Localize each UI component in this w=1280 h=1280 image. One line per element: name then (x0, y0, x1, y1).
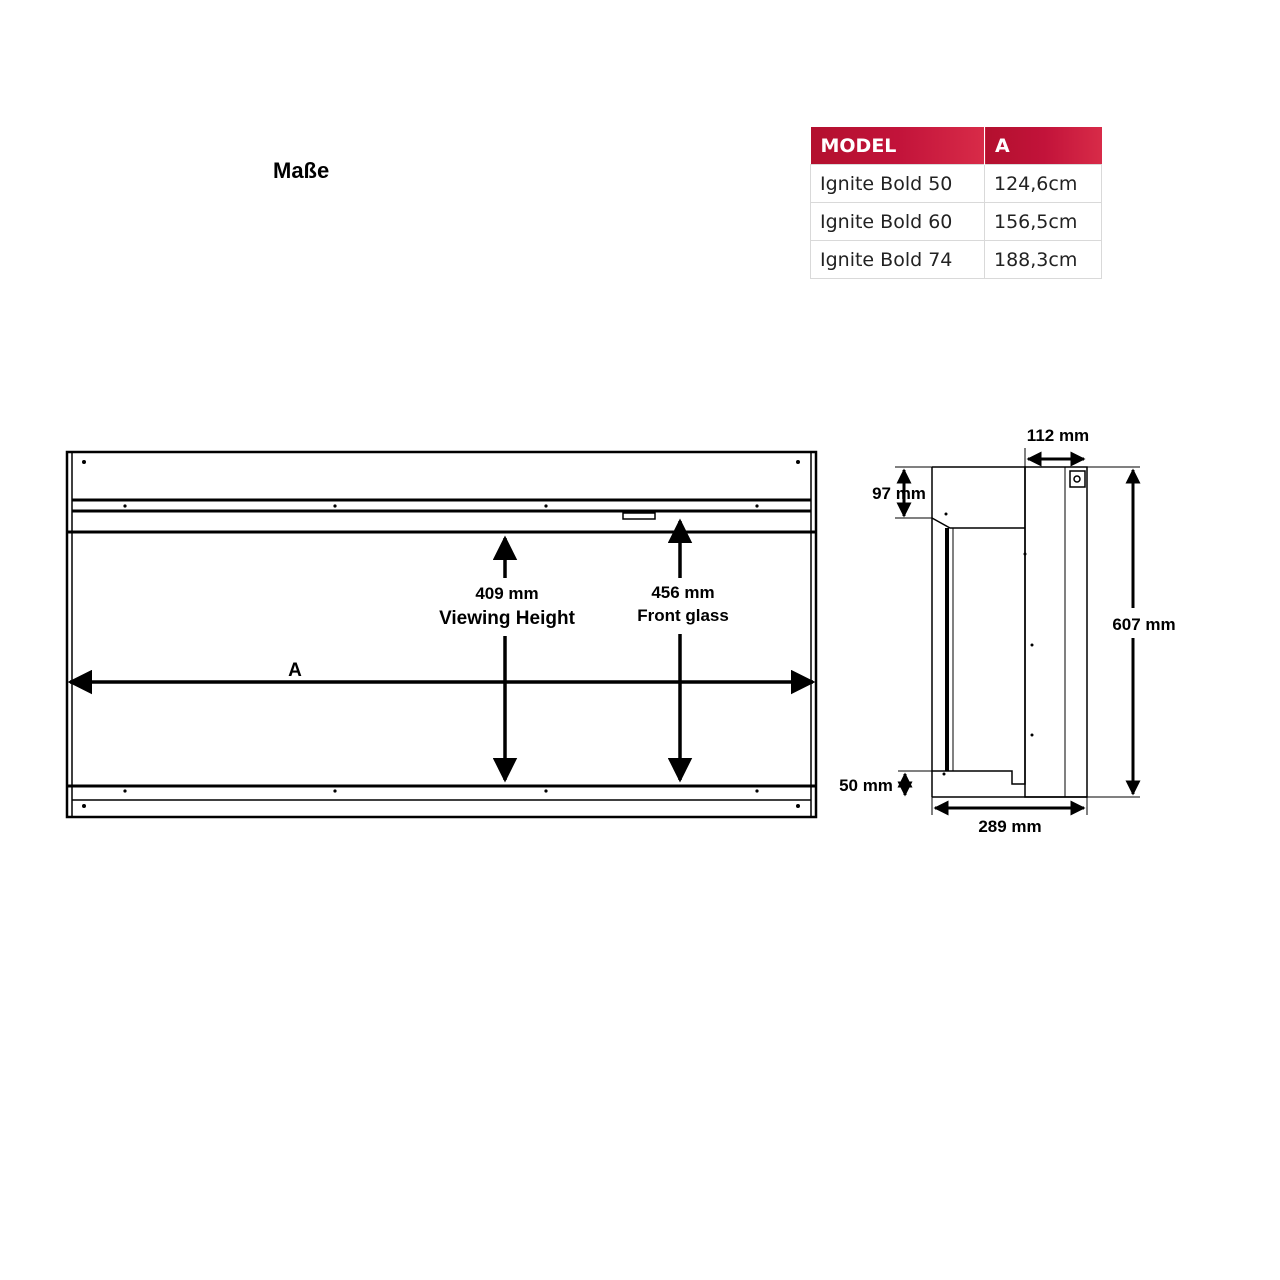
cell-a: 124,6cm (985, 165, 1102, 203)
front-view-labels (288, 583, 729, 681)
side-inner-profile (932, 518, 1025, 528)
cell-a: 156,5cm (985, 203, 1102, 241)
side-screw (1074, 476, 1080, 482)
label-289mm: 289 mm (978, 817, 1042, 836)
front-glass-label: Front glass (637, 606, 729, 625)
cell-model: Ignite Bold 60 (811, 203, 985, 241)
side-view (895, 448, 1140, 815)
cell-a: 188,3cm (985, 241, 1102, 279)
label-a: A (288, 660, 302, 681)
front-top-bracket (623, 513, 655, 519)
label-112mm: 112 mm (1026, 426, 1090, 445)
front-glass-value: 456 mm (651, 583, 715, 602)
label-50mm: 50 mm (839, 776, 893, 795)
side-view-labels (839, 426, 1176, 836)
header-a: A (985, 127, 1102, 165)
viewing-height-label: Viewing Height (439, 608, 575, 629)
front-outer-frame (67, 452, 816, 817)
viewing-height-value: 409 mm (475, 584, 539, 603)
page-title: Maße (273, 158, 330, 183)
front-view (67, 452, 816, 817)
cell-model: Ignite Bold 74 (811, 241, 985, 279)
side-screws (943, 513, 1034, 776)
label-97mm: 97 mm (872, 484, 926, 503)
header-model: MODEL (811, 127, 985, 165)
side-front-panel (1025, 467, 1087, 797)
cell-model: Ignite Bold 50 (811, 165, 985, 203)
label-607mm: 607 mm (1112, 615, 1176, 634)
side-screw-box (1070, 471, 1085, 487)
